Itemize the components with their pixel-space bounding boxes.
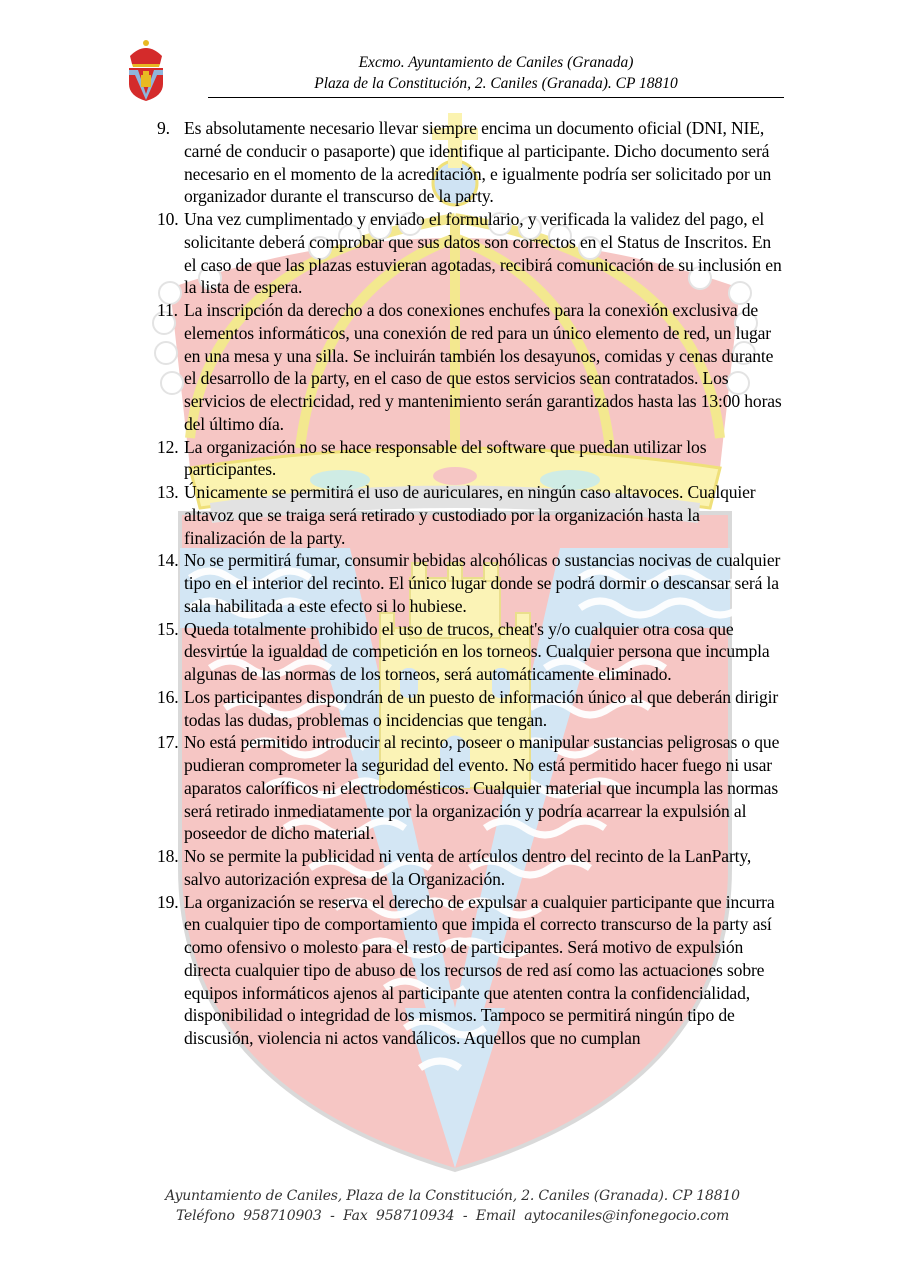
rule-number: 15. xyxy=(157,618,179,639)
header-divider xyxy=(208,97,784,98)
rule-text: Únicamente se permitirá el uso de auriculares, en ningún caso altavoces. Cualquier altavoz que se traiga será retirado y custodiado por la organización hasta la finalización de la party. xyxy=(184,482,756,548)
rules-section xyxy=(157,117,782,1050)
rule-text: Los participantes dispondrán de un puesto de información único al que deberán dirigir todas las dudas, problemas o incidencias que tengan. xyxy=(184,686,779,730)
rule-item xyxy=(157,845,782,891)
rule-text: La organización no se hace responsable del software que puedan utilizar los participantes. xyxy=(184,436,707,480)
rule-number: 17. xyxy=(157,732,179,753)
rule-text: No se permitirá fumar, consumir bebidas alcohólicas o sustancias nocivas de cualquier tipo en el interior del recinto. El único lugar donde se podrá dormir o descansar será la sala habilitada a este efecto si lo hubiese. xyxy=(184,550,781,616)
rule-number: 13. xyxy=(157,482,179,502)
rule-number: 14. xyxy=(157,550,179,571)
footer-address: Ayuntamiento de Caniles, Plaza de la Constitución, 2. Caniles (Granada). CP 18810 xyxy=(165,1188,740,1204)
rule-number: 19. xyxy=(157,891,179,912)
coat-of-arms-icon xyxy=(126,38,166,102)
rules-list xyxy=(157,117,782,1050)
rule-item xyxy=(157,731,782,845)
rule-number: 9. xyxy=(157,118,170,138)
rule-item xyxy=(157,618,782,686)
rule-item xyxy=(157,117,782,208)
rule-item xyxy=(157,481,782,549)
rule-number: 11. xyxy=(157,300,178,320)
rule-text: La organización se reserva el derecho de expulsar a cualquier participante que incurra en cualquier tipo de comportamiento que impida el correcto transcurso de la party así como ofensivo o molesto para el resto de participantes. Será motivo de expulsión directa cualquier tipo de abuso de los recursos de red así como las actuaciones sobre equipos informáticos ajenos al participante que atenten contra la confidencialidad, disponibilidad o integridad de los mismos. Tampoco se permitirá ningún tipo de discusión, violencia ni actos vandálicos. Aquellos que no cumplan xyxy=(184,891,775,1048)
letterhead-address: Plaza de la Constitución, 2. Caniles (Granada). CP 18810 xyxy=(314,75,678,92)
rule-text: Es absolutamente necesario llevar siempre encima un documento oficial (DNI, NIE, carné de conducir o pasaporte) que identifique al participante. Dicho documento será necesario en el momento de la acreditación, e igualmente podría ser solicitado por un organizador durante el transcurso de la party. xyxy=(184,118,772,207)
page-footer xyxy=(150,1186,755,1226)
rule-item xyxy=(157,686,782,732)
rule-item xyxy=(157,436,782,482)
rule-number: 10. xyxy=(157,209,179,229)
rule-text: No se permite la publicidad ni venta de artículos dentro del recinto de la LanParty, salvo autorización expresa de la Organización. xyxy=(184,846,752,889)
footer-contact: Teléfono 958710903 - Fax 958710934 - Email aytocaniles@infonegocio.com xyxy=(175,1208,730,1224)
letterhead-title: Excmo. Ayuntamiento de Caniles (Granada) xyxy=(358,54,634,71)
rule-text: Queda totalmente prohibido el uso de trucos, cheat's y/o cualquier otra cosa que desvirtúe la igualdad de competición en los torneos. Cualquier persona que incumpla algunas de las normas de los torneos, será automáticamente eliminado. xyxy=(184,618,770,684)
rule-number: 18. xyxy=(157,846,179,866)
letterhead xyxy=(208,52,784,94)
rule-item xyxy=(157,549,782,617)
rule-item xyxy=(157,891,782,1050)
rule-text: La inscripción da derecho a dos conexiones enchufes para la conexión exclusiva de elementos informáticos, una conexión de red para un único elemento de red, un lugar en una mesa y una silla. Se incluirán también los desayunos, comidas y cenas durante el desarrollo de la party, en el caso de que estos servicios sean contratados. Los servicios de electricidad, red y mantenimiento serán garantizados hasta las 13:00 horas del último día. xyxy=(184,300,782,434)
rule-number: 16. xyxy=(157,686,179,707)
rule-text: No está permitido introducir al recinto, poseer o manipular sustancias peligrosas o que pudieran comprometer la seguridad del evento. No está permitido hacer fuego ni usar aparatos caloríficos ni electrodomésticos. Cualquier material que incumpla las normas será retirado inmediatamente por la organización y podría acarrear la expulsión al poseedor de dicho material. xyxy=(184,732,780,844)
rule-text: Una vez cumplimentado y enviado el formulario, y verificada la validez del pago, el solicitante deberá comprobar que sus datos son correctos en el Status de Inscritos. En el caso de que las plazas estuvieran agotadas, recibirá comunicación de su inclusión en la lista de espera. xyxy=(184,209,782,298)
rule-item xyxy=(157,299,782,436)
rule-item xyxy=(157,208,782,299)
rule-number: 12. xyxy=(157,436,179,457)
